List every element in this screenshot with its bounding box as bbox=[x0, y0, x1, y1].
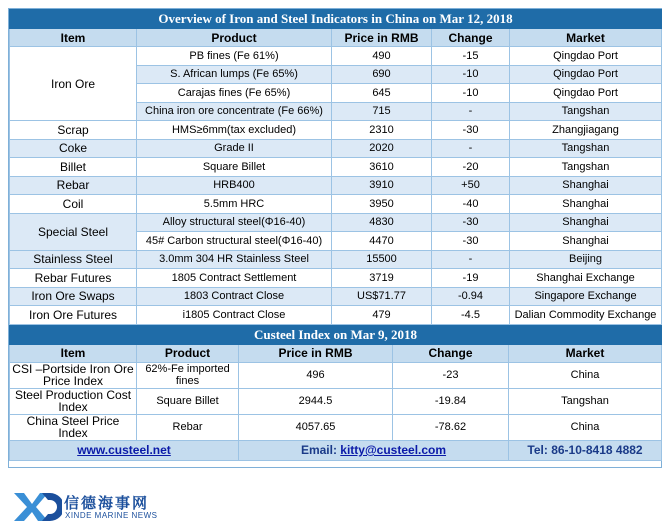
header-product: Product bbox=[137, 29, 332, 47]
product-cell: S. African lumps (Fe 65%) bbox=[137, 65, 332, 84]
item-cell: Steel Production Cost Index bbox=[10, 388, 137, 414]
header-market: Market bbox=[509, 344, 662, 362]
price-cell: 3910 bbox=[332, 176, 432, 195]
website-link[interactable]: www.custeel.net bbox=[77, 443, 171, 457]
header-price: Price in RMB bbox=[239, 344, 393, 362]
product-cell: HMS≥6mm(tax excluded) bbox=[137, 121, 332, 140]
item-cell: Iron Ore bbox=[10, 47, 137, 121]
item-cell: China Steel Price Index bbox=[10, 414, 137, 440]
table-row bbox=[10, 388, 662, 414]
product-cell: China iron ore concentrate (Fe 66%) bbox=[137, 102, 332, 121]
table-row bbox=[10, 362, 662, 388]
product-cell: Square Billet bbox=[137, 388, 239, 414]
item-cell: Billet bbox=[10, 158, 137, 177]
website-cell bbox=[10, 440, 239, 460]
table-row bbox=[10, 121, 662, 140]
product-cell: HRB400 bbox=[137, 176, 332, 195]
header-price: Price in RMB bbox=[332, 29, 432, 47]
change-cell: -40 bbox=[432, 195, 510, 214]
change-cell: -78.62 bbox=[393, 414, 509, 440]
change-cell: -10 bbox=[432, 65, 510, 84]
product-cell: Grade II bbox=[137, 139, 332, 158]
tel-number: 86-10-8418 4882 bbox=[551, 443, 643, 457]
header-change: Change bbox=[432, 29, 510, 47]
change-cell: - bbox=[432, 139, 510, 158]
email-label: Email: bbox=[300, 443, 337, 457]
table-row bbox=[10, 139, 662, 158]
product-cell: 3.0mm 304 HR Stainless Steel bbox=[137, 250, 332, 269]
product-cell: Carajas fines (Fe 65%) bbox=[137, 84, 332, 103]
logo-cn-name: 信德海事网 bbox=[64, 494, 150, 512]
product-cell: 45# Carbon structural steel(Φ16-40) bbox=[137, 232, 332, 251]
change-cell: -30 bbox=[432, 121, 510, 140]
market-cell: China bbox=[509, 414, 662, 440]
table2-title: Custeel Index on Mar 9, 2018 bbox=[10, 325, 662, 344]
product-cell: 62%-Fe imported fines bbox=[137, 362, 239, 388]
market-cell: Dalian Commodity Exchange bbox=[510, 306, 662, 325]
market-cell: Qingdao Port bbox=[510, 47, 662, 66]
change-cell: -30 bbox=[432, 213, 510, 232]
market-cell: China bbox=[509, 362, 662, 388]
indicator-report bbox=[8, 8, 662, 468]
change-cell: +50 bbox=[432, 176, 510, 195]
price-cell: 645 bbox=[332, 84, 432, 103]
market-cell: Shanghai bbox=[510, 176, 662, 195]
item-cell: CSI –Portside Iron Ore Price Index bbox=[10, 362, 137, 388]
market-cell: Shanghai bbox=[510, 232, 662, 251]
price-cell: 2944.5 bbox=[239, 388, 393, 414]
price-cell: 2310 bbox=[332, 121, 432, 140]
market-cell: Singapore Exchange bbox=[510, 287, 662, 306]
table-row bbox=[10, 195, 662, 214]
table-row bbox=[10, 269, 662, 288]
change-cell: -15 bbox=[432, 47, 510, 66]
price-cell: 690 bbox=[332, 65, 432, 84]
contact-row bbox=[10, 440, 662, 460]
price-cell: 4830 bbox=[332, 213, 432, 232]
email-link[interactable]: kitty@custeel.com bbox=[340, 443, 447, 457]
change-cell: -30 bbox=[432, 232, 510, 251]
header-product: Product bbox=[137, 344, 239, 362]
custeel-index-table bbox=[9, 325, 662, 461]
market-cell: Shanghai Exchange bbox=[510, 269, 662, 288]
table2-header-row bbox=[10, 344, 662, 362]
item-cell: Rebar Futures bbox=[10, 269, 137, 288]
change-cell: -19.84 bbox=[393, 388, 509, 414]
price-cell: 3610 bbox=[332, 158, 432, 177]
table-row bbox=[10, 176, 662, 195]
market-cell: Tangshan bbox=[509, 388, 662, 414]
logo-en-name: XINDE MARINE NEWS bbox=[65, 511, 158, 520]
xd-logo-icon bbox=[12, 489, 62, 523]
item-cell: Coil bbox=[10, 195, 137, 214]
table1-title-row bbox=[10, 10, 662, 29]
table2-title-row bbox=[10, 325, 662, 344]
product-cell: PB fines (Fe 61%) bbox=[137, 47, 332, 66]
table-row bbox=[10, 213, 662, 232]
table-row bbox=[10, 47, 662, 66]
price-cell: 3950 bbox=[332, 195, 432, 214]
header-item: Item bbox=[10, 344, 137, 362]
item-cell: Iron Ore Swaps bbox=[10, 287, 137, 306]
tel-label: Tel: bbox=[527, 443, 548, 457]
change-cell: -19 bbox=[432, 269, 510, 288]
item-cell: Coke bbox=[10, 139, 137, 158]
price-cell: 4470 bbox=[332, 232, 432, 251]
market-cell: Qingdao Port bbox=[510, 84, 662, 103]
change-cell: - bbox=[432, 250, 510, 269]
price-cell: 479 bbox=[332, 306, 432, 325]
iron-steel-indicators-table bbox=[9, 9, 662, 325]
price-cell: US$71.77 bbox=[332, 287, 432, 306]
table1-header-row bbox=[10, 29, 662, 47]
table-row bbox=[10, 287, 662, 306]
item-cell: Stainless Steel bbox=[10, 250, 137, 269]
market-cell: Zhangjiagang bbox=[510, 121, 662, 140]
header-change: Change bbox=[393, 344, 509, 362]
market-cell: Shanghai bbox=[510, 195, 662, 214]
change-cell: -20 bbox=[432, 158, 510, 177]
price-cell: 4057.65 bbox=[239, 414, 393, 440]
product-cell: Rebar bbox=[137, 414, 239, 440]
change-cell: -4.5 bbox=[432, 306, 510, 325]
price-cell: 496 bbox=[239, 362, 393, 388]
table-row bbox=[10, 158, 662, 177]
change-cell: - bbox=[432, 102, 510, 121]
table-row bbox=[10, 306, 662, 325]
change-cell: -10 bbox=[432, 84, 510, 103]
email-cell bbox=[239, 440, 509, 460]
market-cell: Qingdao Port bbox=[510, 65, 662, 84]
product-cell: i1805 Contract Close bbox=[137, 306, 332, 325]
item-cell: Special Steel bbox=[10, 213, 137, 250]
price-cell: 715 bbox=[332, 102, 432, 121]
item-cell: Scrap bbox=[10, 121, 137, 140]
item-cell: Iron Ore Futures bbox=[10, 306, 137, 325]
product-cell: 1803 Contract Close bbox=[137, 287, 332, 306]
market-cell: Tangshan bbox=[510, 139, 662, 158]
price-cell: 3719 bbox=[332, 269, 432, 288]
product-cell: Alloy structural steel(Φ16-40) bbox=[137, 213, 332, 232]
price-cell: 15500 bbox=[332, 250, 432, 269]
market-cell: Shanghai bbox=[510, 213, 662, 232]
market-cell: Tangshan bbox=[510, 102, 662, 121]
xinde-marine-news-logo bbox=[12, 489, 312, 523]
table-row bbox=[10, 414, 662, 440]
table-row bbox=[10, 250, 662, 269]
product-cell: 1805 Contract Settlement bbox=[137, 269, 332, 288]
price-cell: 490 bbox=[332, 47, 432, 66]
tel-cell bbox=[509, 440, 662, 460]
market-cell: Beijing bbox=[510, 250, 662, 269]
product-cell: 5.5mm HRC bbox=[137, 195, 332, 214]
product-cell: Square Billet bbox=[137, 158, 332, 177]
item-cell: Rebar bbox=[10, 176, 137, 195]
market-cell: Tangshan bbox=[510, 158, 662, 177]
change-cell: -0.94 bbox=[432, 287, 510, 306]
price-cell: 2020 bbox=[332, 139, 432, 158]
header-item: Item bbox=[10, 29, 137, 47]
header-market: Market bbox=[510, 29, 662, 47]
table1-title: Overview of Iron and Steel Indicators in China on Mar 12, 2018 bbox=[10, 10, 662, 29]
change-cell: -23 bbox=[393, 362, 509, 388]
